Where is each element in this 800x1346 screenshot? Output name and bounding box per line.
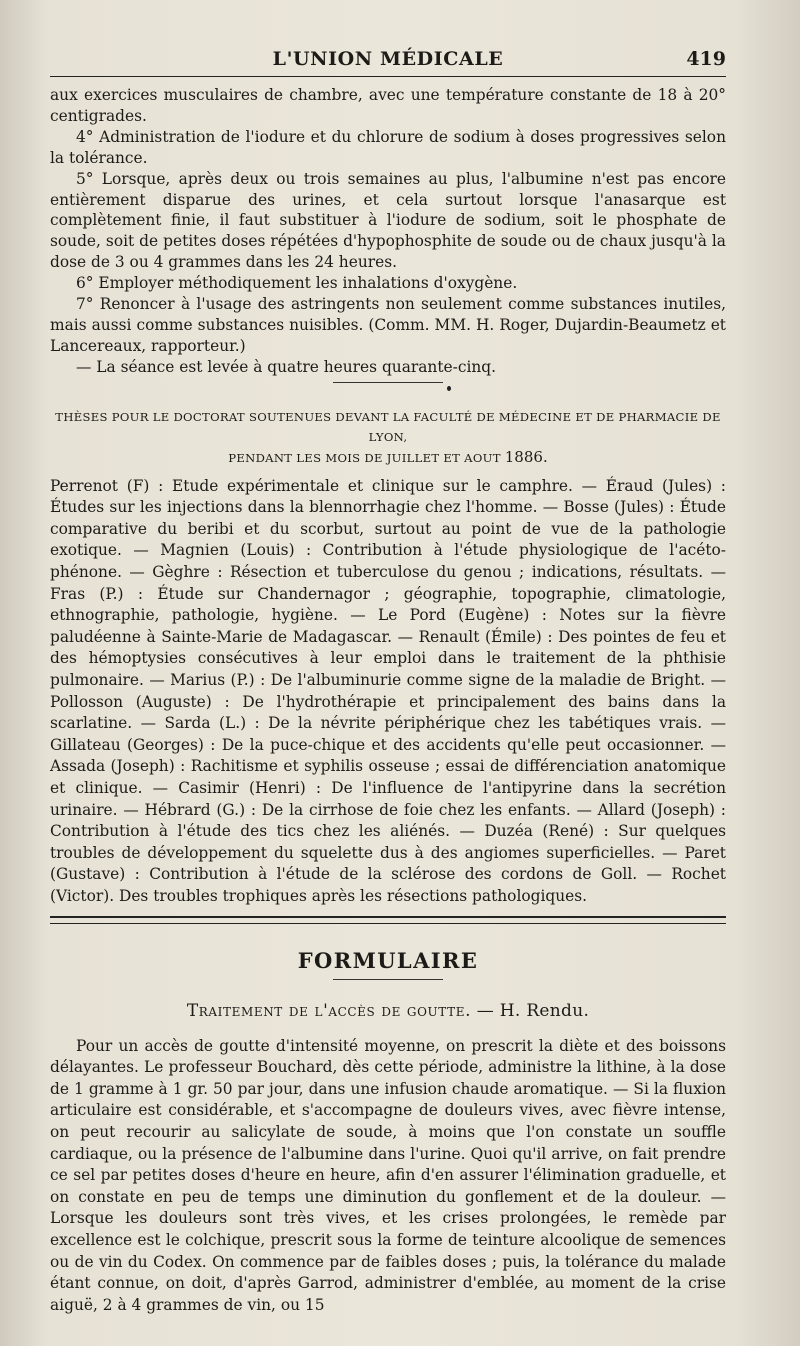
- running-head: [50, 42, 726, 76]
- seance-paragraph: 6° Employer méthodiquement les inhalations d'oxygène.: [76, 274, 518, 293]
- theses-body: Perrenot (F) : Etude expérimentale et clinique sur le camphre. — Éraud (Jules) : Études sur les injections dans la blennorrhagie chez l'homme. — Bosse (Jules) : Étude comparative du beribi et du scorbut, surtout au point de vue de la pathologie exotique. — Magnien (Louis) : Contribution à l'étude physiologique de l'acéto-phénone. — Gèghre : Résection et tuberculose du genou ; indications, résultats. — Fras (P.) : Étude sur Chandernagor ; géographie, topographie, climatologie, ethnographie, pathologie, hygiène. — Le Pord (Eugène) : Notes sur la fièvre paludéenne à Sainte-Marie de Madagascar. — Renault (Émile) : Des pointes de feu et des hémoptysies consécutives à leur emploi dans le traitement de la phthisie pulmonaire. — Marius (P.) : De l'albuminurie comme signe de la maladie de Bright. — Pollosson (Auguste) : De l'hydrothérapie et principalement des bains dans la scarlatine. — Sarda (L.) : De la névrite périphérique chez les tabétiques vrais. — Gillateau (Georges) : De la puce-chique et des accidents qu'elle peut occasionner. — Assada (Joseph) : Rachitisme et syphilis osseuse ; essai de différenciation anatomique et clinique. — Casimir (Henri) : De l'influence de l'antipyrine dans la secrétion urinaire. — Hébrard (G.) : De la cirrhose de foie chez les enfants. — Allard (Joseph) : Contribution à l'étude des tics chez les aliénés. — Duzéa (René) : Sur quelques troubles de développement du squelette dus à des angiomes superficielles. — Paret (Gustave) : Contribution à l'étude de la sclérose des cordons de Goll. — Rochet (Victor). Des troubles trophiques après les résections pathologiques.: [50, 476, 726, 905]
- theses-heading-months: PENDANT LES MOIS DE JUILLET ET AOUT: [228, 450, 501, 465]
- journal-title: L'UNION MÉDICALE: [272, 48, 504, 70]
- section-divider: [333, 382, 443, 383]
- divider-dot: [447, 386, 451, 391]
- theses-heading-line2: [50, 447, 726, 468]
- theses-heading-year: 1886.: [504, 447, 548, 466]
- seance-closing: — La séance est levée à quatre heures quarante-cinq.: [76, 357, 497, 376]
- seance-paragraph: aux exercices musculaires de chambre, avec une température constante de 18 à 20° centigrades.: [50, 86, 726, 125]
- theses-list: [50, 476, 726, 908]
- subtitle-author: — H. Rendu.: [476, 1000, 590, 1021]
- seance-paragraph: 7° Renoncer à l'usage des astringents non seulement comme substances inutiles, mais aussi comme substances nuisibles. (Comm. MM. H. Roger, Dujardin-Beaumetz et Lancereaux, rapporteur.): [50, 295, 726, 355]
- formulaire-body: [50, 1036, 726, 1317]
- header-rule: [50, 76, 726, 77]
- seance-paragraph: 5° Lorsque, après deux ou trois semaines au plus, l'albumine n'est pas encore entièrement disparue des urines, et cela surtout lorsque l'anasarque est complètement finie, il faut substituer à l'iodure de sodium, soit le phosphate de soude, soit de petites doses répétées d'hypophosphite de soude ou de chaux jusqu'à la dose de 3 ou 4 grammes dans les 24 heures.: [50, 169, 726, 272]
- theses-heading-line1: THÈSES POUR LE DOCTORAT SOUTENUES DEVANT LA FACULTÉ DE MÉDECINE ET DE PHARMACIE DE LYON,: [55, 409, 721, 444]
- theses-heading: [50, 407, 726, 468]
- seance-section: [50, 85, 726, 378]
- seance-paragraph: 4° Administration de l'iodure et du chlorure de sodium à doses progressives selon la tolérance.: [50, 127, 726, 167]
- double-rule-divider: [50, 916, 726, 924]
- formulaire-paragraph: Pour un accès de goutte d'intensité moyenne, on prescrit la diète et des boissons délayantes. Le professeur Bouchard, dès cette période, administre la lithine, à la dose de 1 gramme à 1 gr. 50 par jour, dans une infusion chaude aromatique. — Si la fluxion articulaire est considérable, et s'accompagne de douleurs vives, avec fièvre intense, on peut recourir au salicylate de soude, à moins que l'on constate un souffle cardiaque, ou la présence de l'albumine dans l'urine. Quoi qu'il arrive, on fait prendre ce sel par petites doses d'heure en heure, afin d'en assurer l'élimination graduelle, et on constate en peu de temps une diminution du gonflement et de la douleur. — Lorsque les douleurs sont très vives, et les crises prolongées, le remède par excellence est le colchique, prescrit sous la forme de teinture alcoolique de semences ou de vin du Codex. On commence par de faibles doses ; puis, la tolérance du malade étant connue, on doit, d'après Garrod, administrer d'emblée, au moment de la crise aiguë, 2 à 4 grammes de vin, ou 15: [50, 1036, 726, 1314]
- formulaire-heading: FORMULAIRE: [297, 947, 479, 973]
- formulaire-subtitle: [50, 998, 726, 1024]
- formulaire-rule: [333, 979, 443, 980]
- page-number: 419: [686, 48, 726, 70]
- subtitle-text: Traitement de l'accès de goutte.: [186, 1000, 472, 1021]
- page-content: [50, 42, 726, 1316]
